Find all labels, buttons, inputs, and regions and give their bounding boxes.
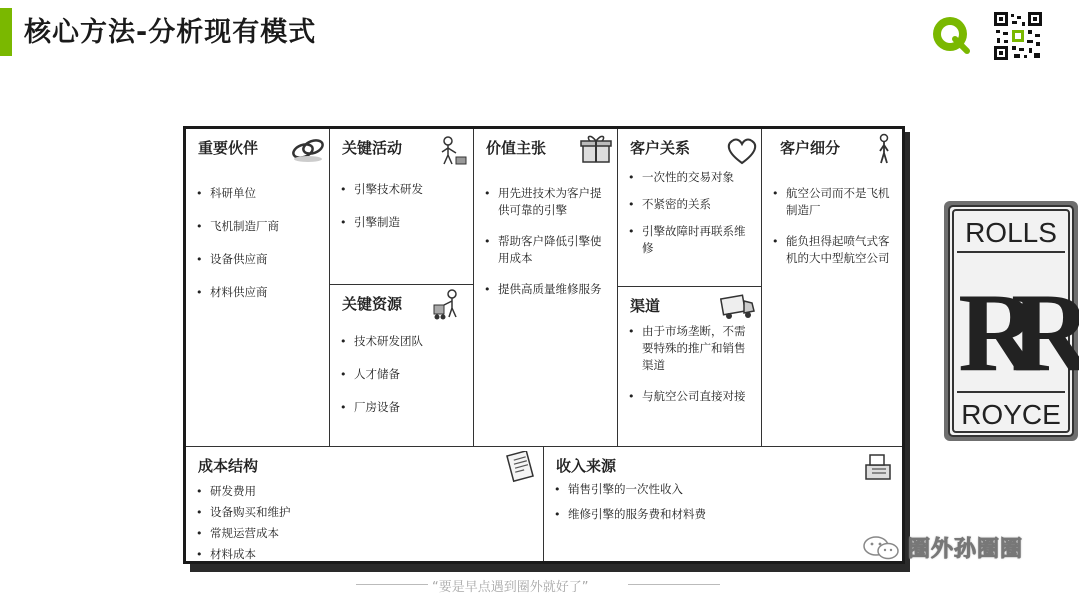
list-item: • 维修引擎的服务费和材料费 xyxy=(554,506,894,523)
truck-icon xyxy=(720,289,756,321)
list-item: • 飞机制造厂商 xyxy=(196,218,321,235)
list-item: • 帮助客户降低引擎使用成本 xyxy=(484,233,609,267)
link-icon xyxy=(290,133,326,165)
cost-structure-title: 成本结构 xyxy=(198,457,259,475)
channels-title: 渠道 xyxy=(630,297,661,315)
list-item: • 用先进技术为客户提供可靠的引擎 xyxy=(484,185,609,219)
list-item: • 材料供应商 xyxy=(196,284,321,301)
person-icon xyxy=(870,133,906,165)
list-item: • 与航空公司直接对接 xyxy=(628,388,753,405)
business-model-canvas xyxy=(183,126,905,564)
gift-icon xyxy=(578,133,614,165)
list-item: • 人才储备 xyxy=(340,366,465,383)
channels-cell xyxy=(618,287,762,447)
royce-text: ROYCE xyxy=(961,399,1061,430)
key-resources-cell xyxy=(330,285,474,447)
rolls-text: ROLLS xyxy=(965,217,1057,248)
watermark-text: 圈外孙圈圈 xyxy=(908,537,1024,562)
receipt-icon xyxy=(502,451,538,483)
wechat-icon xyxy=(862,535,902,561)
worker-icon xyxy=(434,135,470,167)
page-title: 核心方法-分析现有模式 xyxy=(24,17,317,48)
key-partners-cell xyxy=(186,129,330,447)
customer-segments-title: 客户细分 xyxy=(780,139,841,157)
customer-segments-cell xyxy=(762,129,902,447)
list-item: • 一次性的交易对象 xyxy=(628,169,753,186)
list-item: • 由于市场垄断，不需要特殊的推广和销售渠道 xyxy=(628,323,753,374)
list-item: • 引擎制造 xyxy=(340,214,465,231)
heart-icon xyxy=(724,135,760,167)
list-item: • 引擎技术研发 xyxy=(340,181,465,198)
key-activities-title: 关键活动 xyxy=(342,139,403,157)
revenue-streams-cell xyxy=(544,447,902,561)
watermark xyxy=(862,532,1023,563)
key-activities-cell xyxy=(330,129,474,285)
title-accent-bar xyxy=(0,8,12,56)
revenue-streams-title: 收入来源 xyxy=(556,457,617,475)
list-item: • 技术研发团队 xyxy=(340,333,465,350)
list-item: • 材料成本 xyxy=(196,546,535,563)
list-item: • 提供高质量维修服务 xyxy=(484,281,609,298)
list-item: • 设备供应商 xyxy=(196,251,321,268)
cash-register-icon xyxy=(860,451,896,483)
footer-line-right xyxy=(628,584,720,585)
cost-structure-cell xyxy=(186,447,544,561)
value-proposition-cell xyxy=(474,129,618,447)
footer-line-left xyxy=(356,584,428,585)
brand-q-logo-icon xyxy=(930,14,972,56)
value-proposition-title: 价值主张 xyxy=(486,139,547,157)
forklift-worker-icon xyxy=(432,289,468,321)
list-item: • 能负担得起喷气式客机的大中型航空公司 xyxy=(772,233,894,267)
list-item: • 研发费用 xyxy=(196,483,535,500)
rr-monogram: RR xyxy=(958,271,1064,395)
list-item: • 科研单位 xyxy=(196,185,321,202)
customer-relationships-cell xyxy=(618,129,762,287)
list-item: • 厂房设备 xyxy=(340,399,465,416)
list-item: • 销售引擎的一次性收入 xyxy=(554,481,894,498)
list-item: • 航空公司而不是飞机制造厂 xyxy=(772,185,894,219)
list-item: • 常规运营成本 xyxy=(196,525,535,542)
list-item: • 不紧密的关系 xyxy=(628,196,753,213)
key-resources-title: 关键资源 xyxy=(342,295,403,313)
customer-relationships-title: 客户关系 xyxy=(630,139,691,157)
list-item: • 设备购买和维护 xyxy=(196,504,535,521)
key-partners-title: 重要伙伴 xyxy=(198,139,259,157)
footer-quote: “要是早点遇到圈外就好了” xyxy=(432,580,589,595)
list-item: • 引擎故障时再联系维修 xyxy=(628,223,753,257)
qr-code-icon xyxy=(994,12,1042,60)
rolls-royce-logo xyxy=(943,200,1079,442)
